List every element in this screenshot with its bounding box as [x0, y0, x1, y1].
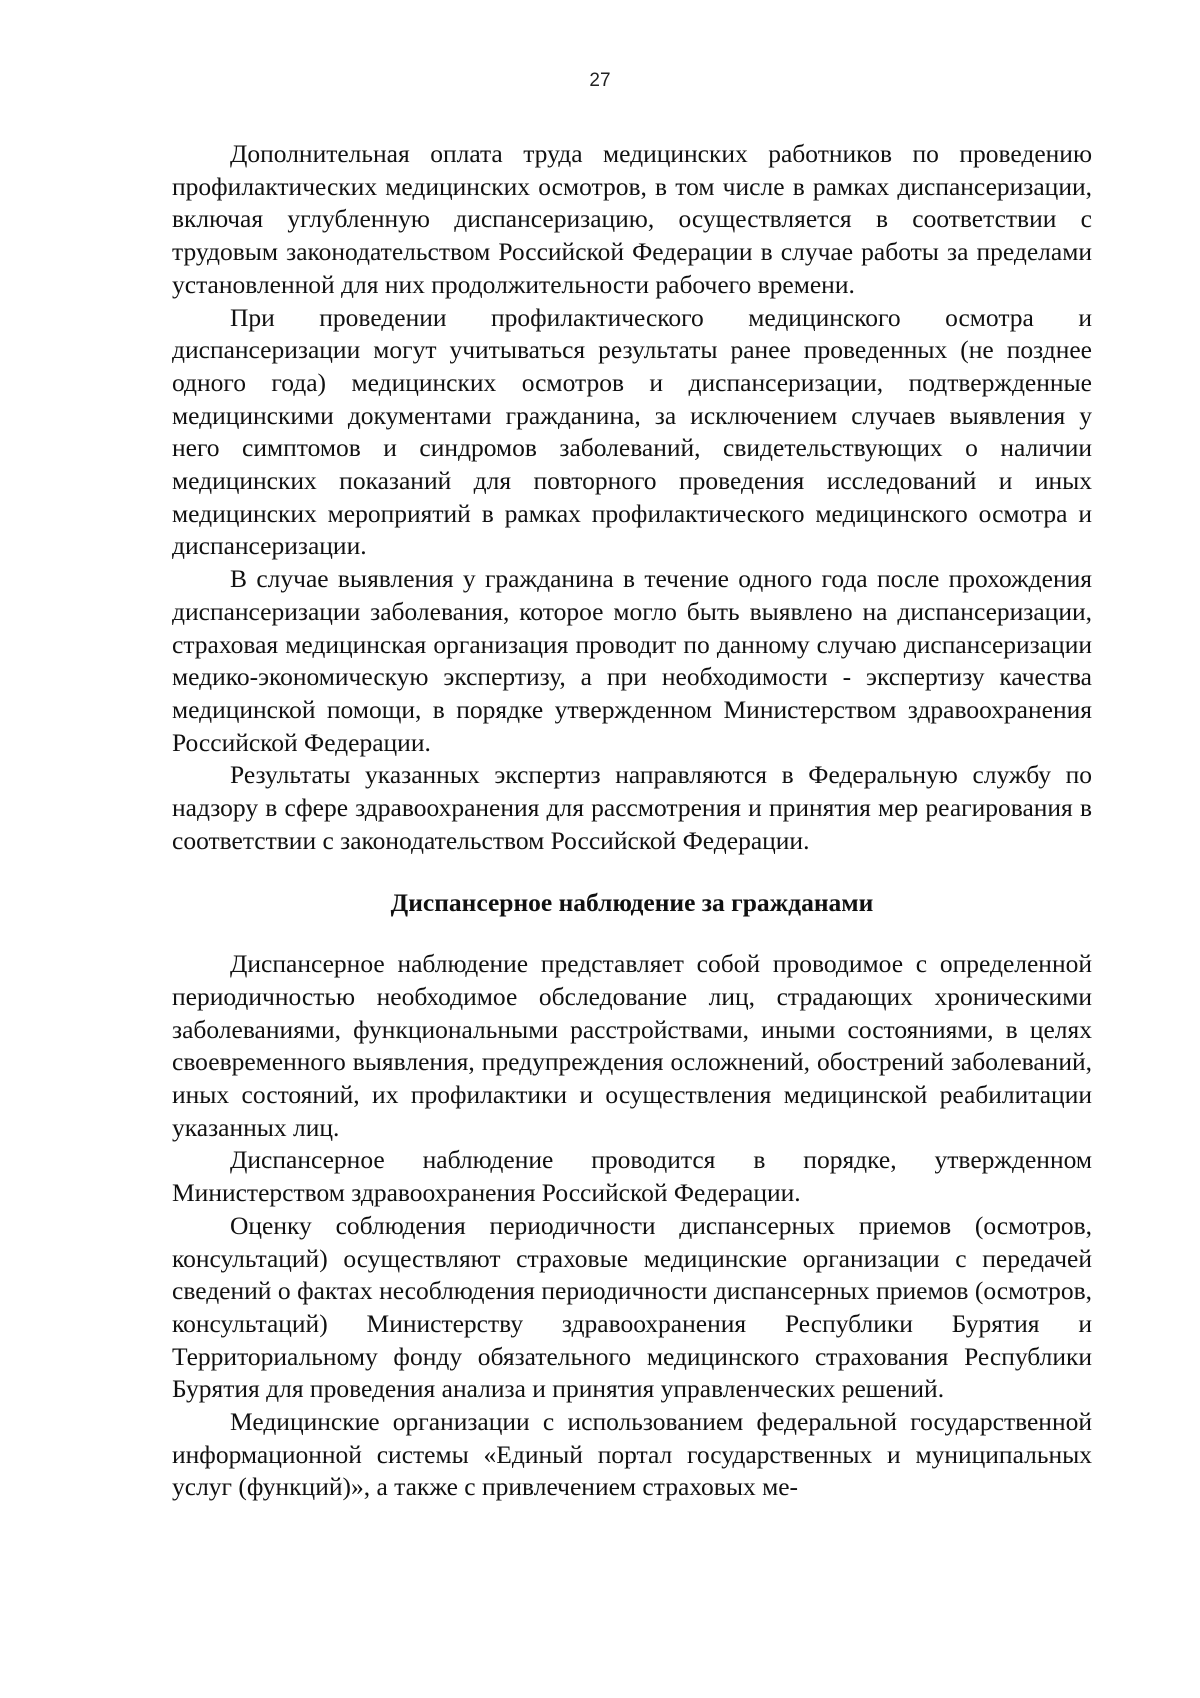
paragraph: Дополнительная оплата труда медицинских работников по проведению профилактических медицинских осмотров, в том числе в рамках диспансеризации, включая углубленную диспансеризацию, осуществляется в соответствии с трудовым законодательством Российской Федерации в случае работы за пределами установленной для них продолжительности рабочего времени. [172, 139, 1092, 299]
paragraph: Результаты указанных экспертиз направляются в Федеральную службу по надзору в сфере здравоохранения для рассмотрения и принятия мер реагирования в соответствии с законодательством Российской Федерации. [172, 760, 1092, 855]
paragraph: Оценку соблюдения периодичности диспансерных приемов (осмотров, консультаций) осуществляют страховые медицинские организации с передачей сведений о фактах несоблюдения периодичности диспансерных приемов (осмотров, консультаций) Министерству здравоохранения Республики Бурятия и Территориальному фонду обязательного медицинского страхования Республики Бурятия для проведения анализа и принятия управленческих решений. [172, 1210, 1092, 1404]
section-heading: Диспансерное наблюдение за гражданами [390, 888, 874, 918]
paragraph: При проведении профилактического медицинского осмотра и диспансеризации могут учитываться результаты ранее проведенных (не позднее одного года) медицинских осмотров и диспансеризации, подтвержденные медицинскими документами гражданина, за исключением случаев выявления у него симптомов и синдромов заболеваний, свидетельствующих о наличии медицинских показаний для повторного проведения исследований и иных медицинских мероприятий в рамках профилактического медицинского осмотра и диспансеризации. [172, 302, 1092, 561]
paragraph: Диспансерное наблюдение представляет собой проводимое с определенной периодичностью необходимое обследование лиц, страдающих хроническими заболеваниями, функциональными расстройствами, иными состояниями, в целях своевременного выявления, предупреждения осложнений, обострений заболеваний, иных состояний, их профилактики и осуществления медицинской реабилитации указанных лиц. [172, 949, 1092, 1142]
paragraph: Диспансерное наблюдение проводится в порядке, утвержденном Министерством здравоохранения Российской Федерации. [172, 1145, 1092, 1208]
document-body [172, 138, 1092, 1504]
page-number: 27 [589, 70, 611, 91]
paragraph: Медицинские организации с использованием федеральной государственной информационной системы «Единый портал государственных и муниципальных услуг (функций)», а также с привлечением страховых ме- [172, 1407, 1092, 1502]
paragraph: В случае выявления у гражданина в течение одного года после прохождения диспансеризации заболевания, которое могло быть выявлено на диспансеризации, страховая медицинская организация проводит по данному случаю диспансеризации медико-экономическую экспертизу, а при необходимости - экспертизу качества медицинской помощи, в порядке утвержденном Министерством здравоохранения Российской Федерации. [172, 564, 1092, 757]
